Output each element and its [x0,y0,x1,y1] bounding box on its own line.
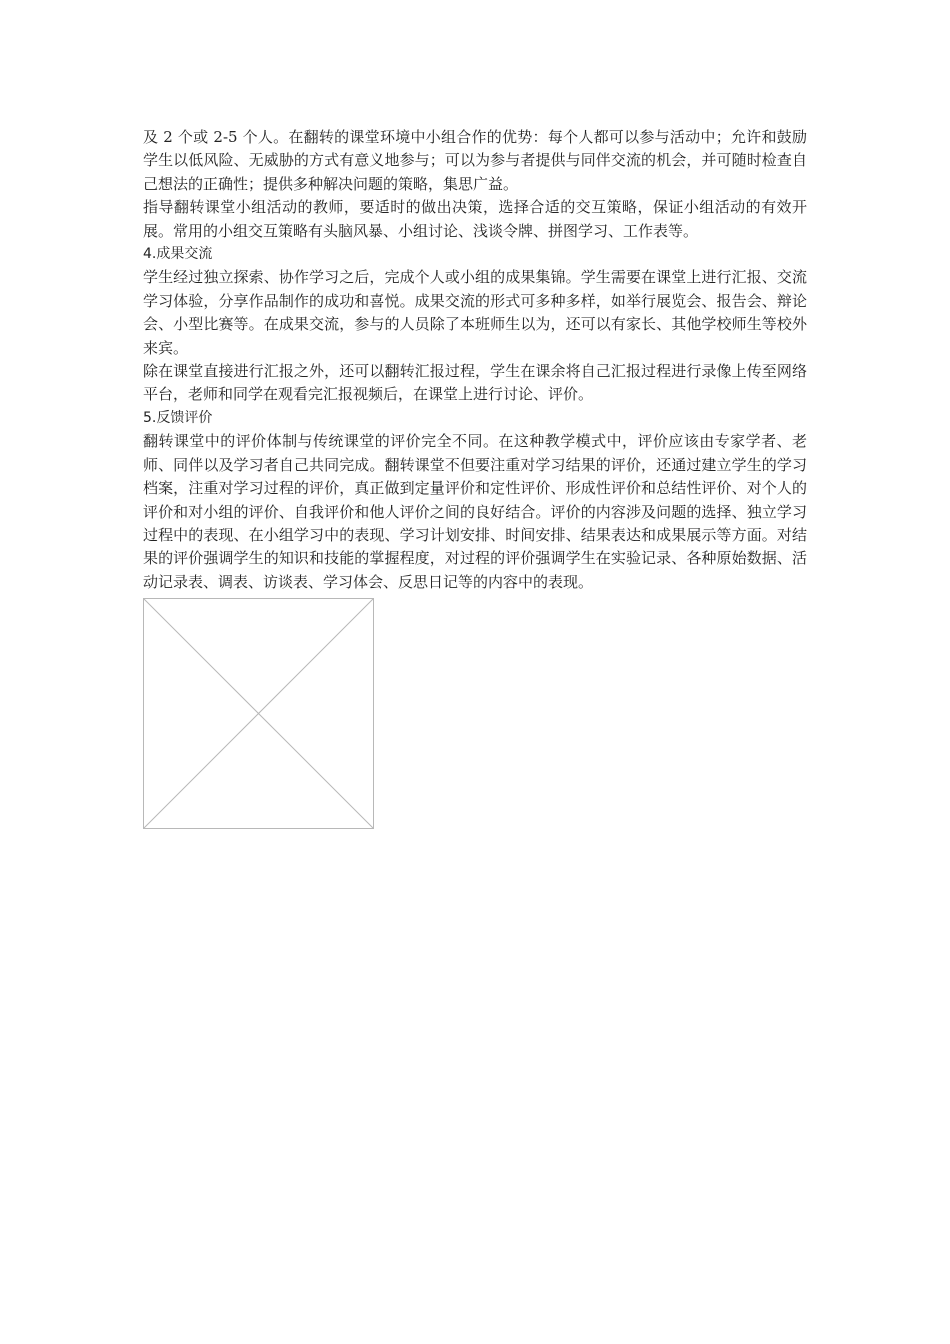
paragraph-flipped-report: 除在课堂直接进行汇报之外，还可以翻转汇报过程，学生在课余将自己汇报过程进行录像上传至网络平台，老师和同学在观看完汇报视频后，在课堂上进行讨论、评价。 [143,362,807,404]
paragraph-feedback-evaluation: 翻转课堂中的评价体制与传统课堂的评价完全不同。在这种教学模式中，评价应该由专家学者、老师、同伴以及学习者自己共同完成。翻转课堂不但要注重对学习结果的评价，还通过建立学生的学习档案，注重对学习过程的评价，真正做到定量评价和定性评价、形成性评价和总结性评价、对个人的评价和对小组的评价、自我评价和他人评价之间的良好结合。评价的内容涉及问题的选择、独立学习过程中的表现、在小组学习中的表现、学习计划安排、时间安排、结果表达和成果展示等方面。对结果的评价强调学生的知识和技能的掌握程度，对过程的评价强调学生在实验记录、各种原始数据、活动记录表、调表、访谈表、学习体会、反思日记等的内容中的表现。 [143,432,807,591]
paragraph-teacher-guidance: 指导翻转课堂小组活动的教师，要适时的做出决策，选择合适的交互策略，保证小组活动的有效开展。常用的小组交互策略有头脑风暴、小组讨论、浅谈令牌、拼图学习、工作表等。 [143,198,807,240]
paragraph-results-exchange: 学生经过独立探索、协作学习之后，完成个人或小组的成果集锦。学生需要在课堂上进行汇报、交流学习体验，分享作品制作的成功和喜悦。成果交流的形式可多种多样，如举行展览会、报告会、辩论会、小型比赛等。在成果交流，参与的人员除了本班师生以为，还可以有家长、其他学校师生等校外来宾。 [143,268,807,357]
broken-image-icon [143,598,374,829]
section-heading-feedback-evaluation: 5.反馈评价 [143,409,213,426]
section-heading-results-exchange: 4.成果交流 [143,246,213,263]
document-page [143,126,807,829]
paragraph-group-cooperation: 及 2 个或 2-5 个人。在翻转的课堂环境中小组合作的优势：每个人都可以参与活动中；允许和鼓励学生以低风险、无威胁的方式有意义地参与；可以为参与者提供与同伴交流的机会，并可随时检查自己想法的正确性；提供多种解决问题的策略，集思广益。 [143,128,807,193]
